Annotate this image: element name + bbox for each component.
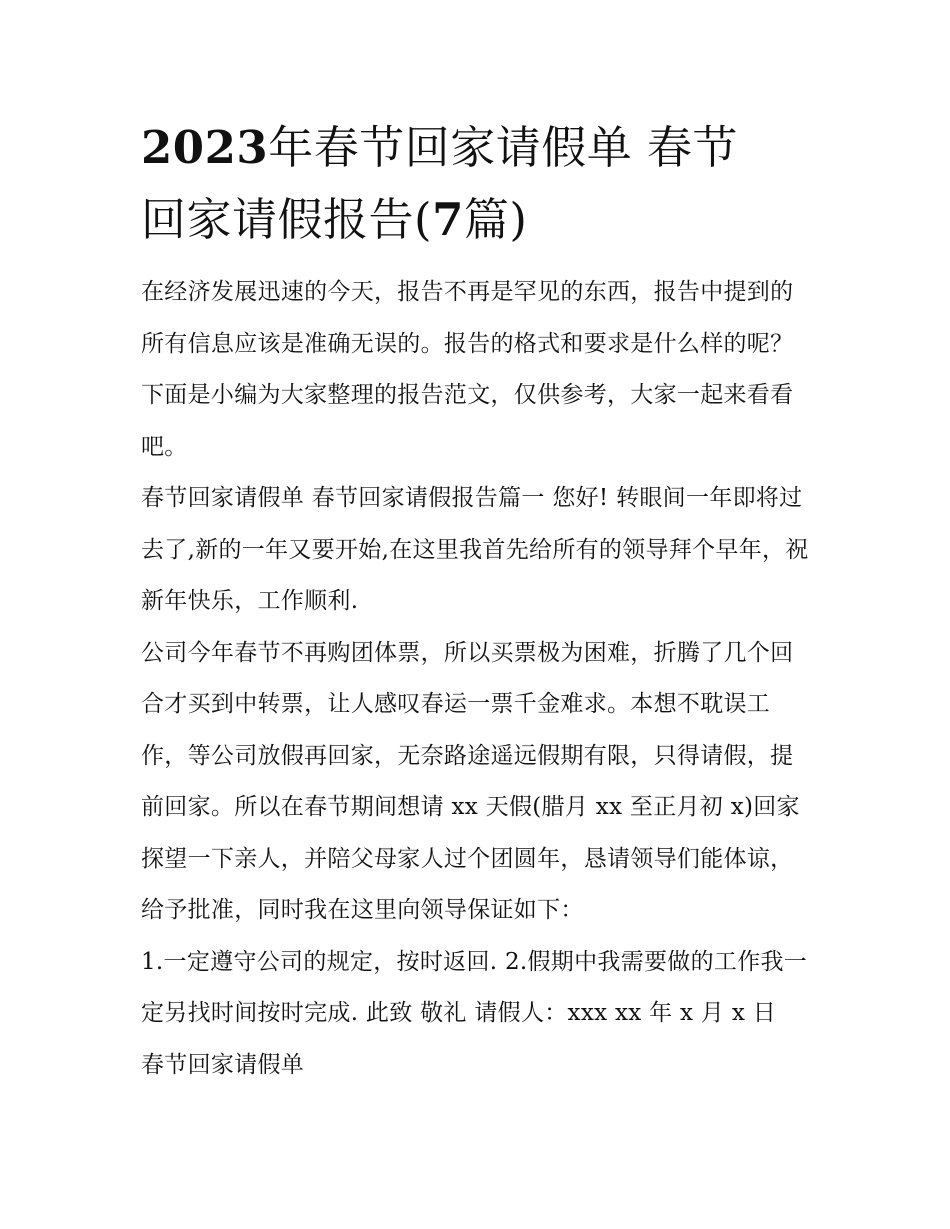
title-year: 2023: [141, 121, 269, 174]
title-line-2-end: 篇): [463, 193, 528, 246]
body-paragraph: 春节回家请假单 春节回家请假报告篇一 您好! 转眼间一年即将过去了,新的一年又要开始,在这里我首先给所有的领导拜个早年，祝新年快乐，工作顺利.: [141, 485, 809, 614]
title-line-1-text: 年春节回家请假单 春节: [268, 121, 739, 174]
body-paragraph: 春节回家请假单: [141, 1051, 305, 1078]
title-line-2: [141, 184, 813, 256]
title-line-1: [141, 112, 813, 184]
title-count: 7: [432, 193, 464, 246]
document-title: [141, 112, 813, 256]
body-paragraph: 公司今年春节不再购团体票，所以买票极为困难，折腾了几个回合才买到中转票，让人感叹春运一票千金难求。本想不耽误工作，等公司放假再回家，无奈路途遥远假期有限，只得请假，提前回家。所以在春节期间想请 xx 天假(腊月 xx 至正月初 x)回家探望一下亲人，并陪父母家人过个团圆年，恳请领导们能体谅，给予批准，同时我在这里向领导保证如下：: [141, 639, 800, 923]
body-paragraph: 1.一定遵守公司的规定，按时返回. 2.假期中我需要做的工作我一定另找时间按时完成. 此致 敬礼 请假人：xxx xx 年 x 月 x 日: [141, 948, 808, 1026]
intro-paragraph: 在经济发展迅速的今天，报告不再是罕见的东西，报告中提到的所有信息应该是准确无误的。报告的格式和要求是什么样的呢？下面是小编为大家整理的报告范文，仅供参考，大家一起来看看吧。: [141, 279, 794, 460]
document-content: [141, 112, 813, 1091]
title-line-2-text: 回家请假报告(: [141, 193, 433, 246]
